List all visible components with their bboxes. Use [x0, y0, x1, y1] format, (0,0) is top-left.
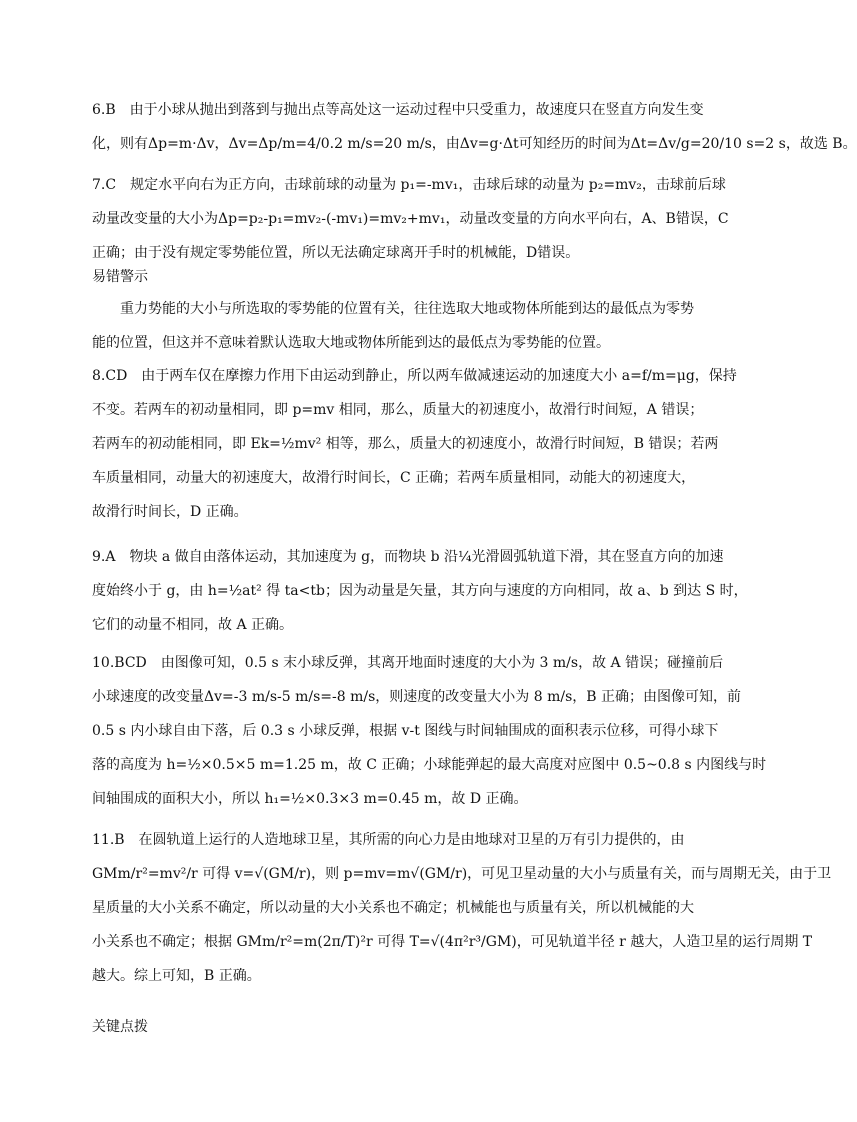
- text-line: 11.B 在圆轨道上运行的人造地球卫星，其所需的向心力是由地球对卫星的万有引力提供的，由: [92, 832, 685, 848]
- text-line: 动量改变量的大小为Δp=p₂-p₁=mv₂-(-mv₁)=mv₂+mv₁，动量改变量的方向水平向右，A、B错误，C: [92, 211, 729, 227]
- text-line: 车质量相同，动量大的初速度大，故滑行时间长，C 正确；若两车质量相同，动能大的初速度大，: [92, 470, 696, 486]
- warning-title: 易错警示: [92, 269, 148, 285]
- text-line: 正确；由于没有规定零势能位置，所以无法确定球离开手时的机械能，D错误。: [92, 245, 580, 261]
- text-line: 8.CD 由于两车仅在摩擦力作用下由运动到静止，所以两车做减速运动的加速度大小 a=f/m=μg，保持: [92, 368, 737, 384]
- text-line: 能的位置，但这并不意味着默认选取大地或物体所能到达的最低点为零势能的位置。: [92, 335, 610, 351]
- text-line: 重力势能的大小与所选取的零势能的位置有关，往往选取大地或物体所能到达的最低点为零势: [120, 301, 694, 317]
- text-line: 落的高度为 h=½×0.5×5 m=1.25 m，故 C 正确；小球能弹起的最大高度对应图中 0.5~0.8 s 内图线与时: [92, 757, 767, 773]
- answer-9: [92, 540, 748, 642]
- text-line: 若两车的初动能相同，即 Ek=½mv² 相等，那么，质量大的初速度小，故滑行时间短，B 错误；若两: [92, 436, 719, 452]
- answer-7: [92, 168, 729, 270]
- answer-11: [92, 823, 832, 993]
- text-line: 化，则有Δp=m·Δv，Δv=Δp/m=4/0.2 m/s=20 m/s，由Δv=g·Δt可知经历的时间为Δt=Δv/g=20/10 s=2 s，故选 B。: [92, 136, 857, 152]
- answer-10: [92, 646, 767, 816]
- text-line: 小关系也不确定；根据 GMm/r²=m(2π/T)²r 可得 T=√(4π²r³/GM)，可见轨道半径 r 越大，人造卫星的运行周期 T: [92, 934, 813, 950]
- text-line: 10.BCD 由图像可知，0.5 s 末小球反弹，其离开地面时速度的大小为 3 m/s，故 A 错误；碰撞前后: [92, 655, 724, 671]
- text-line: 它们的动量不相同，故 A 正确。: [92, 617, 294, 633]
- text-line: 度始终小于 g，由 h=½at² 得 ta<tb；因为动量是矢量，其方向与速度的方向相同，故 a、b 到达 S 时，: [92, 583, 748, 599]
- text-line: 不变。若两车的初动量相同，即 p=mv 相同，那么，质量大的初速度小，故滑行时间短，A 错误；: [92, 402, 704, 418]
- text-line: 6.B 由于小球从抛出到落到与抛出点等高处这一运动过程中只受重力，故速度只在竖直方向发生变: [92, 102, 704, 118]
- warning-body: [92, 292, 704, 360]
- text-line: 7.C 规定水平向右为正方向，击球前球的动量为 p₁=-mv₁，击球后球的动量为 p₂=mv₂，击球前后球: [92, 177, 726, 193]
- answer-8: [92, 359, 737, 529]
- text-line: 间轴围成的面积大小，所以 h₁=½×0.3×3 m=0.45 m，故 D 正确。: [92, 791, 528, 807]
- text-line: GMm/r²=mv²/r 可得 v=√(GM/r)，则 p=mv=m√(GM/r)，可见卫星动量的大小与质量有关，而与周期无关，由于卫: [92, 866, 832, 882]
- answer-6: [92, 93, 857, 161]
- text-line: 故滑行时间长，D 正确。: [92, 504, 248, 520]
- text-line: 越大。综上可知，B 正确。: [92, 968, 261, 984]
- text-line: 小球速度的改变量Δv=-3 m/s-5 m/s=-8 m/s，则速度的改变量大小为 8 m/s，B 正确；由图像可知，前: [92, 689, 741, 705]
- text-line: 9.A 物块 a 做自由落体运动，其加速度为 g，而物块 b 沿¼光滑圆弧轨道下滑，其在竖直方向的加速: [92, 549, 724, 565]
- keypoint-title: 关键点拨: [92, 1019, 148, 1035]
- text-line: 0.5 s 内小球自由下落，后 0.3 s 小球反弹，根据 v-t 图线与时间轴围成的面积表示位移，可得小球下: [92, 723, 719, 739]
- text-line: 星质量的大小关系不确定，所以动量的大小关系也不确定；机械能也与质量有关，所以机械能的大: [92, 900, 694, 916]
